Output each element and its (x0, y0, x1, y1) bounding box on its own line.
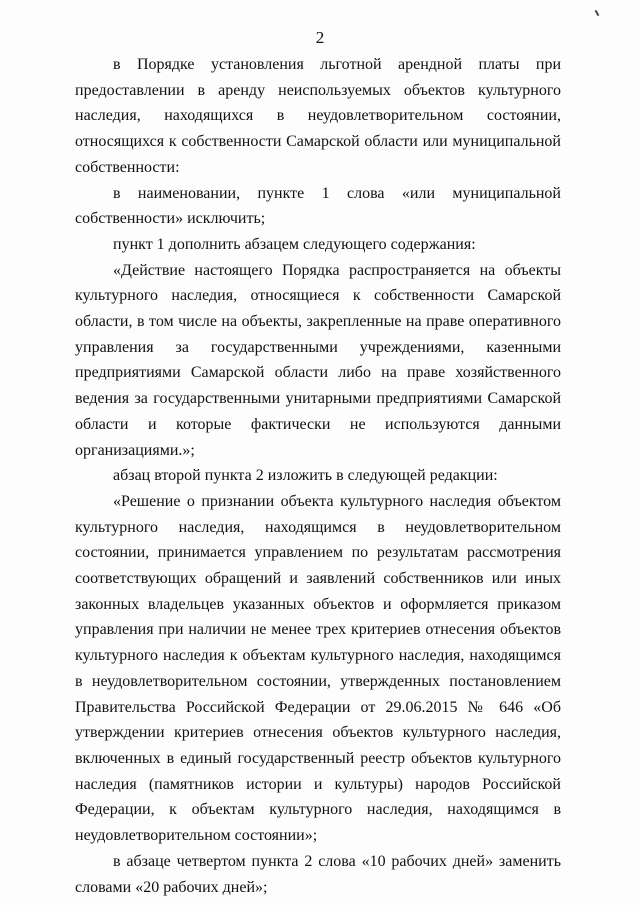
paragraph-clause1-addition: пункт 1 дополнить абзацем следующего содержания: (113, 235, 476, 253)
paragraph-scope-quote: «Действие настоящего Порядка распространяется на объекты культурного наследия, относящиеся к собственности Самарской области, в том числе на объекты, закрепленные на праве оперативного управления за государственными учреждениями, казенными предприятиями Самарской области либо на праве хозяйственного ведения за государственными унитарными предприятиями Самарской области и которые фактически не используются данными организациями.»; (75, 261, 561, 459)
page-number: 2 (315, 28, 325, 47)
paragraph-clause2-restate: абзац второй пункта 2 изложить в следующей редакции: (113, 467, 498, 485)
paragraph-title-amendment: в наименовании, пункте 1 слова «или муниципальной собственности» исключить; (75, 184, 561, 228)
paragraph-decision-quote: «Решение о признании объекта культурного наследия объектом культурного наследия, находящимся в неудовлетворительном состоянии, принимается управлением по результатам рассмотрения соответствующих обращений и заявлений собственников или иных законных владельцев указанных объектов и оформляется приказом управления при наличии не менее трех критериев отнесения объектов культурного наследия к объектам культурного наследия, находящимся в неудовлетворительном состоянии, утвержденных постановлением Правительства Российской Федерации от 29.06.2015 № 646 «Об утверждении критериев отнесения объектов культурного наследия, включенных в единый государственный реестр объектов культурного наследия (памятников истории и культуры) народов Российской Федерации, к объектам культурного наследия, находящимся в неудовлетворительном состоянии»; (75, 492, 561, 845)
paragraph-procedure-intro: в Порядке установления льготной арендной платы при предоставлении в аренду неиспользуемых объектов культурного наследия, находящихся в неудовлетворительном состоянии, относящихся к собственности Самарской области или муниципальной собственности: (75, 56, 561, 176)
scan-mark (595, 10, 600, 16)
document-body (75, 52, 561, 900)
paragraph-deadline-amendment: в абзаце четвертом пункта 2 слова «10 рабочих дней» заменить словами «20 рабочих дней»; (75, 852, 561, 896)
